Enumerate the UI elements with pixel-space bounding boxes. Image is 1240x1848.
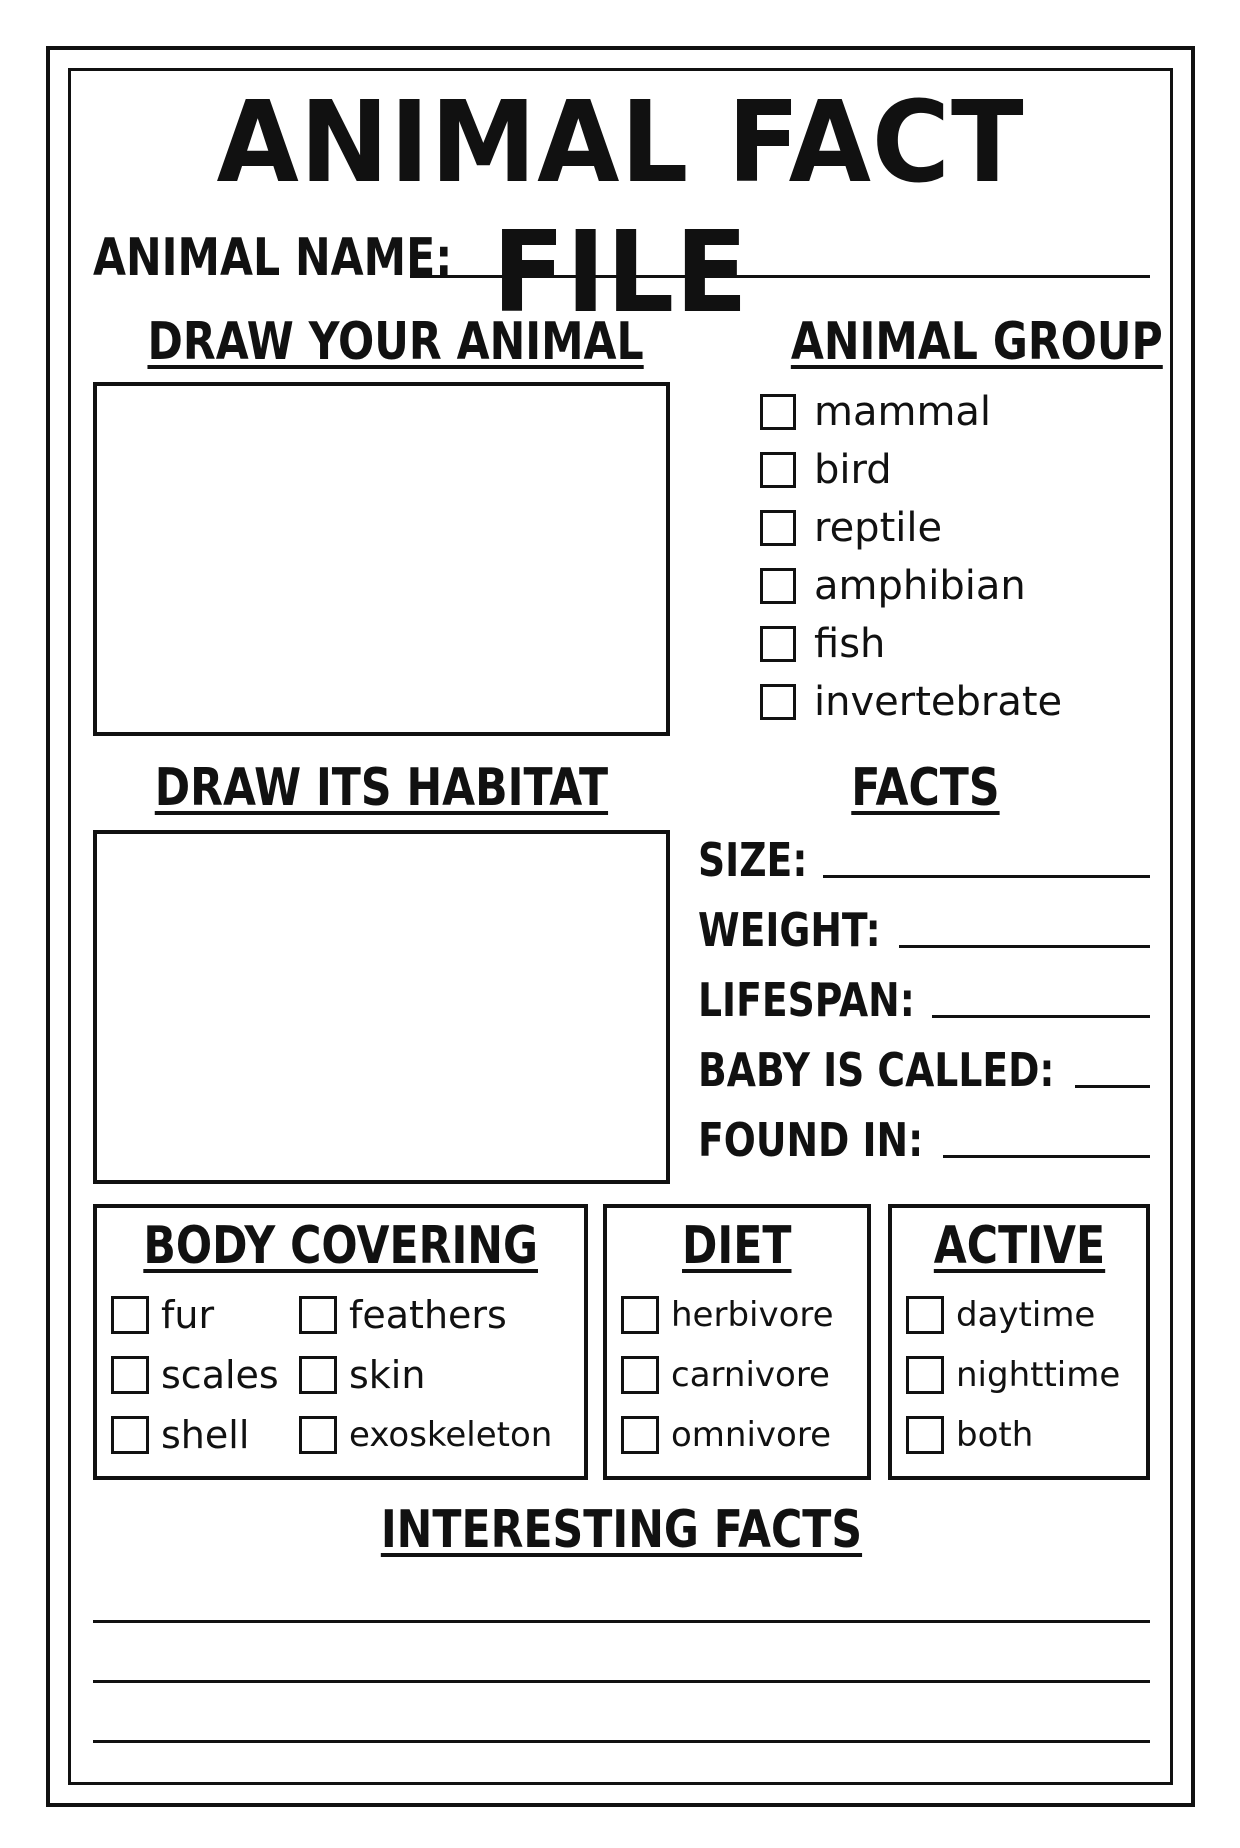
- body-covering-option-fur[interactable]: fur: [111, 1296, 279, 1334]
- checkbox[interactable]: [299, 1416, 337, 1454]
- diet-option-carnivore[interactable]: carnivore: [621, 1356, 834, 1394]
- animal-group-option-reptile[interactable]: reptile: [760, 499, 1160, 557]
- body-covering-option-exoskeleton[interactable]: exoskeleton: [299, 1416, 552, 1454]
- body-covering-heading: BODY COVERING: [143, 1216, 538, 1276]
- active-options: [906, 1296, 1120, 1454]
- animal-group-option-mammal[interactable]: mammal: [760, 383, 1160, 441]
- checkbox[interactable]: [111, 1416, 149, 1454]
- checkbox[interactable]: [111, 1356, 149, 1394]
- diet-box: [603, 1204, 871, 1480]
- checkbox[interactable]: [621, 1356, 659, 1394]
- page-title: ANIMAL FACT FILE: [216, 78, 1025, 338]
- animal-group-option-invertebrate[interactable]: invertebrate: [760, 673, 1160, 731]
- facts-heading: FACTS: [850, 758, 1000, 818]
- checkbox[interactable]: [760, 626, 796, 662]
- checkbox[interactable]: [299, 1356, 337, 1394]
- diet-options: [621, 1296, 834, 1454]
- fact-lifespan-line[interactable]: [932, 1015, 1150, 1018]
- diet-heading: DIET: [682, 1216, 792, 1276]
- checkbox[interactable]: [299, 1296, 337, 1334]
- diet-option-omnivore[interactable]: omnivore: [621, 1416, 834, 1454]
- checkbox[interactable]: [906, 1356, 944, 1394]
- animal-name-label: ANIMAL NAME:: [93, 228, 453, 288]
- fact-weight-line[interactable]: [899, 945, 1150, 948]
- checkbox[interactable]: [906, 1296, 944, 1334]
- interesting-facts-line-3[interactable]: [93, 1740, 1150, 1743]
- fact-found-in-line[interactable]: [943, 1155, 1150, 1158]
- fact-weight[interactable]: WEIGHT:: [698, 898, 1150, 958]
- diet-option-herbivore[interactable]: herbivore: [621, 1296, 834, 1334]
- fact-size[interactable]: SIZE:: [698, 828, 1150, 888]
- animal-group-option-bird[interactable]: bird: [760, 441, 1160, 499]
- fact-found-in[interactable]: FOUND IN:: [698, 1108, 1150, 1168]
- interesting-facts-line-1[interactable]: [93, 1620, 1150, 1623]
- checkbox[interactable]: [760, 510, 796, 546]
- draw-habitat-heading: DRAW ITS HABITAT: [154, 758, 609, 818]
- body-covering-option-skin[interactable]: skin: [299, 1356, 552, 1394]
- interesting-facts-heading: INTERESTING FACTS: [380, 1500, 863, 1560]
- body-covering-box: [93, 1204, 588, 1480]
- fact-baby-name[interactable]: BABY IS CALLED:: [698, 1038, 1150, 1098]
- animal-group-option-fish[interactable]: fish: [760, 615, 1160, 673]
- fact-baby-name-line[interactable]: [1075, 1085, 1150, 1088]
- checkbox[interactable]: [621, 1296, 659, 1334]
- active-option-both[interactable]: both: [906, 1416, 1120, 1454]
- active-option-nighttime[interactable]: nighttime: [906, 1356, 1120, 1394]
- draw-animal-heading: DRAW YOUR ANIMAL: [147, 312, 644, 372]
- active-heading: ACTIVE: [933, 1216, 1105, 1276]
- animal-group-heading: ANIMAL GROUP: [790, 312, 1163, 372]
- body-covering-col1: [111, 1293, 279, 1457]
- checkbox[interactable]: [621, 1416, 659, 1454]
- active-box: [888, 1204, 1150, 1480]
- checkbox[interactable]: [906, 1416, 944, 1454]
- body-covering-option-feathers[interactable]: feathers: [299, 1296, 552, 1334]
- animal-group-option-amphibian[interactable]: amphibian: [760, 557, 1160, 615]
- checkbox[interactable]: [760, 684, 796, 720]
- interesting-facts-line-2[interactable]: [93, 1680, 1150, 1683]
- animal-name-line[interactable]: [410, 275, 1150, 278]
- body-covering-option-scales[interactable]: scales: [111, 1356, 279, 1394]
- fact-size-line[interactable]: [823, 875, 1150, 878]
- checkbox[interactable]: [760, 568, 796, 604]
- checkbox[interactable]: [111, 1296, 149, 1334]
- animal-group-list: [760, 383, 1160, 731]
- fact-lifespan[interactable]: LIFESPAN:: [698, 968, 1150, 1028]
- body-covering-option-shell[interactable]: shell: [111, 1416, 279, 1454]
- checkbox[interactable]: [760, 452, 796, 488]
- body-covering-col2: [299, 1293, 553, 1455]
- draw-animal-box[interactable]: [93, 382, 670, 736]
- active-option-daytime[interactable]: daytime: [906, 1296, 1120, 1334]
- draw-habitat-box[interactable]: [93, 830, 670, 1184]
- checkbox[interactable]: [760, 394, 796, 430]
